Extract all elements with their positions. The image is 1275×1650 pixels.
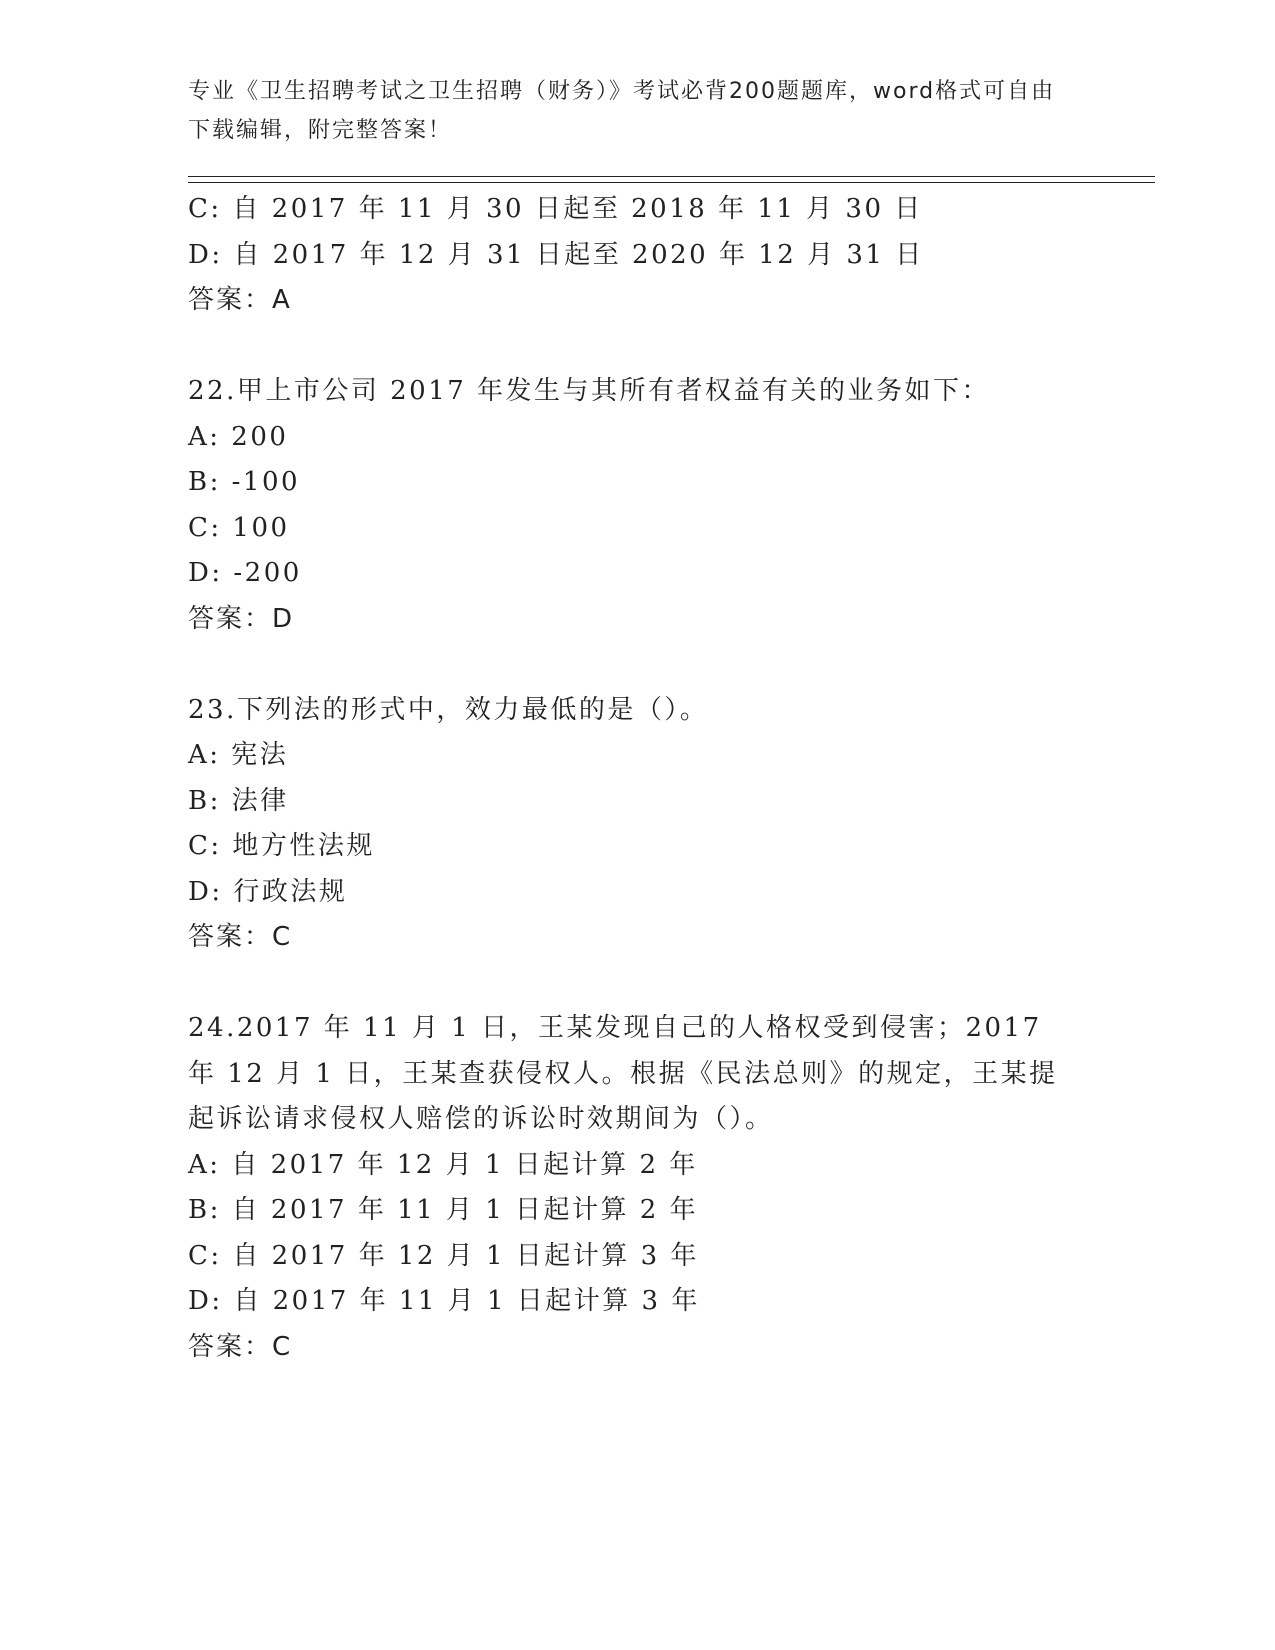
q23-stem: 23.下列法的形式中，效力最低的是（）。	[188, 694, 709, 725]
document-header: 专业《卫生招聘考试之卫生招聘（财务）》考试必背200题题库，word格式可自由下载编辑，附完整答案！	[188, 79, 1056, 143]
q21-answer: 答案：A	[188, 285, 292, 315]
q23-option-a: A: 宪法	[188, 740, 289, 770]
q23-option-c: C: 地方性法规	[188, 831, 375, 861]
q24-option-a: A: 自 2017 年 12 月 1 日起计算 2 年	[188, 1149, 698, 1180]
q22-stem: 22.甲上市公司 2017 年发生与其所有者权益有关的业务如下：	[188, 376, 991, 406]
q22-option-b: B: -100	[188, 467, 301, 497]
spacer	[188, 324, 1068, 370]
q21-option-c: C: 自 2017 年 11 月 30 日起至 2018 年 11 月 30 日	[188, 194, 923, 224]
spacer	[188, 642, 1068, 688]
q22-answer: 答案：D	[188, 603, 295, 634]
header-rule-top	[188, 176, 1155, 177]
q24-option-c: C: 自 2017 年 12 月 1 日起计算 3 年	[188, 1240, 699, 1271]
q24-option-d: D: 自 2017 年 11 月 1 日起计算 3 年	[188, 1286, 700, 1316]
header-rule-bottom	[188, 182, 1155, 183]
q23-answer: 答案：C	[188, 922, 293, 952]
spacer	[188, 961, 1068, 1007]
q22-option-a: A: 200	[188, 421, 289, 452]
q22-option-d: D: -200	[188, 558, 302, 588]
q24-stem: 24.2017 年 11 月 1 日，王某发现自己的人格权受到侵害；2017 年 12 月 1 日，王某查获侵权人。根据《民法总则》的规定，王某提起诉讼请求侵权人赔偿的诉讼时效期间为（）。	[188, 1013, 1058, 1134]
document-body	[188, 187, 1068, 1370]
q24-answer: 答案：C	[188, 1331, 293, 1362]
q23-option-b: B: 法律	[188, 785, 289, 816]
q22-option-c: C: 100	[188, 512, 290, 543]
q23-option-d: D: 行政法规	[188, 876, 348, 907]
q21-option-d: D: 自 2017 年 12 月 31 日起至 2020 年 12 月 31 日	[188, 239, 924, 270]
q24-option-b: B: 自 2017 年 11 月 1 日起计算 2 年	[188, 1195, 699, 1225]
